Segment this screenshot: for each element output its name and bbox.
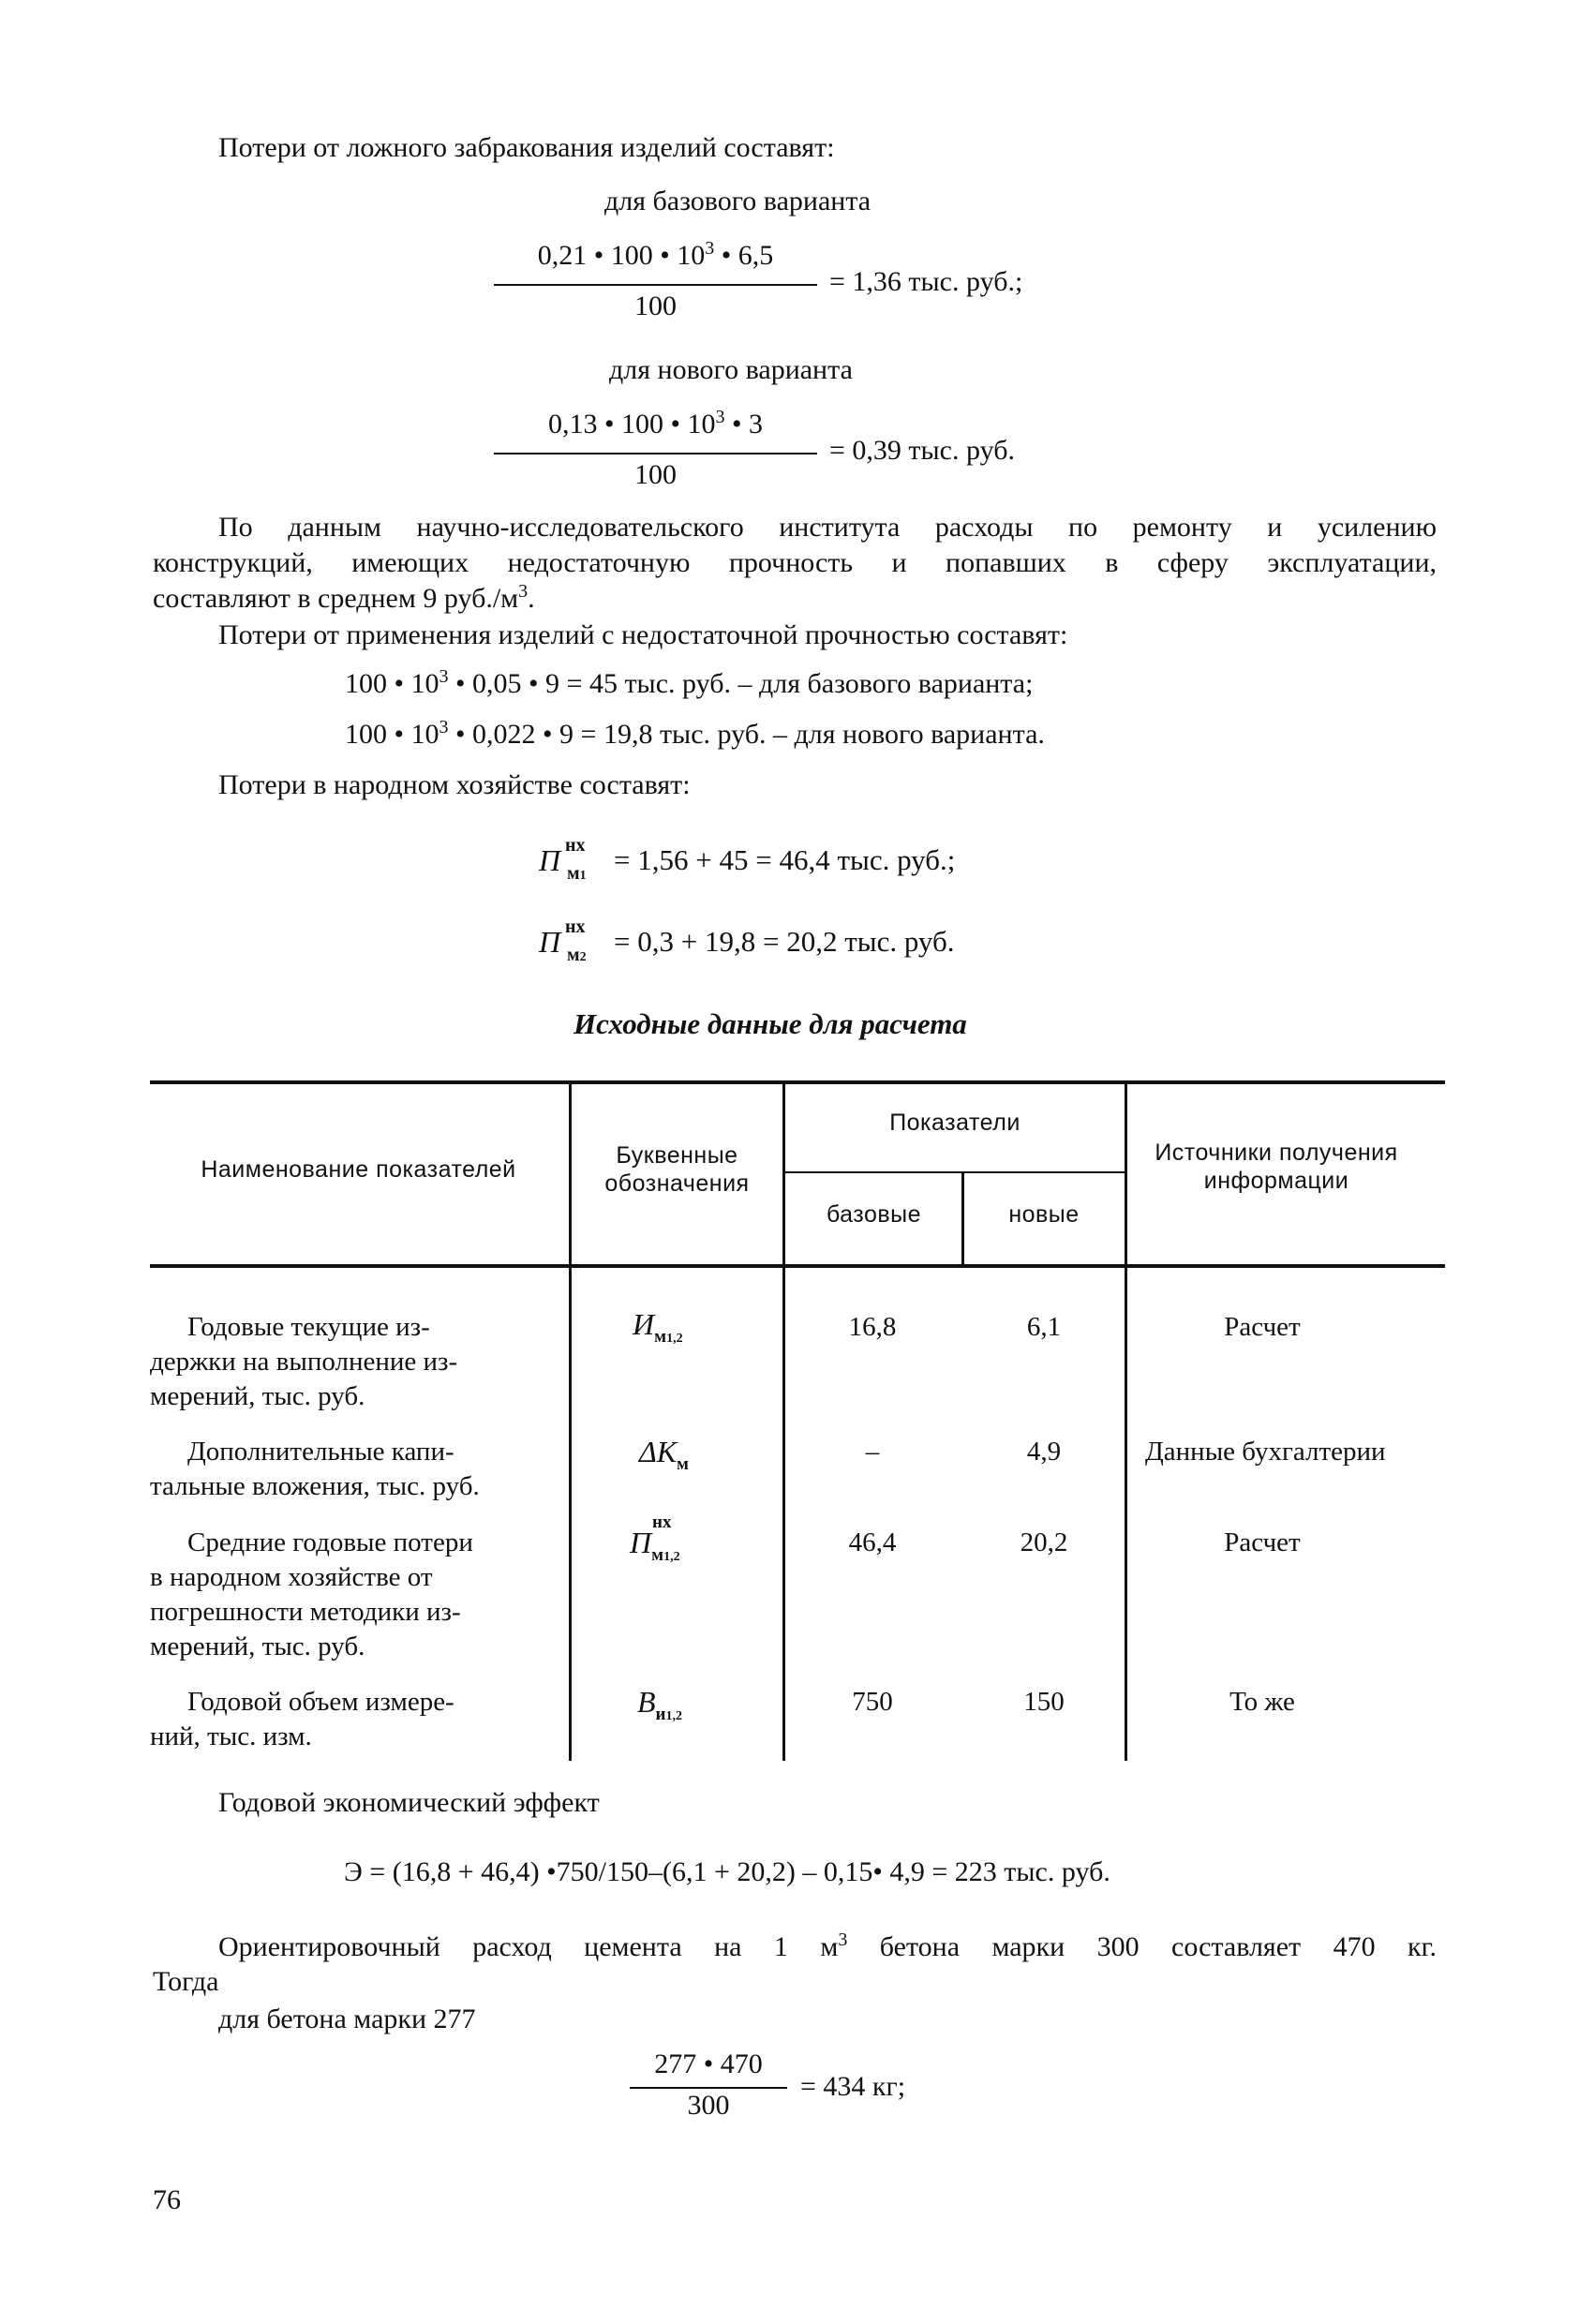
losses-symbol: П	[539, 925, 561, 959]
fraction-denominator: 100	[634, 290, 677, 321]
table-row-base: 750	[852, 1687, 893, 1717]
losses-intro-text: Потери от применения изделий с недостаточной прочностью составят:	[218, 619, 1068, 650]
table-row-base: 16,8	[848, 1312, 897, 1342]
intro-text: Потери от ложного забракования изделий составят:	[218, 132, 835, 163]
table-row-source: То же	[1229, 1687, 1295, 1717]
base-variant-label: для базового варианта	[604, 186, 871, 216]
table-row-new: 20,2	[1020, 1527, 1068, 1557]
table-row-new: 4,9	[1026, 1437, 1062, 1467]
paragraph-line-3: составляют в среднем 9 $руб./м^3$.	[153, 581, 535, 614]
loss-base-formula: 100 • $10^3$ • 0,05 • 9 = 45 тыс. руб. – для базового варианта;	[345, 666, 1034, 699]
table-row-new: 150	[1023, 1687, 1065, 1717]
header-name: Наименование показателей	[201, 1156, 516, 1183]
table-row-name: Годовой объем измере- ний, тыс. изм.	[150, 1687, 454, 1751]
table-row-base: 46,4	[848, 1527, 897, 1557]
cement-line-3: для бетона марки 277	[218, 2004, 476, 2034]
page-number: 76	[153, 2184, 181, 2215]
fraction-result: = 434 кг;	[800, 2071, 906, 2102]
table-column-divider	[782, 1080, 785, 1761]
cement-line-2: Тогда	[153, 1966, 219, 1997]
losses-subscript: м1	[567, 863, 587, 884]
fraction-new-false-reject	[494, 407, 1015, 501]
table-row-new: 6,1	[1026, 1312, 1062, 1342]
paragraph-line-2: конструкций, имеющих недостаточную прочность и попавших в сферу эксплуатации,	[153, 547, 1437, 578]
cement-line-1: Ориентировочный расход цемента на 1 $м^3$ бетона марки 300 составляет 470 кг.	[218, 1929, 1438, 1962]
table-column-divider	[1125, 1080, 1127, 1761]
header-indicators: Показатели	[889, 1110, 1020, 1136]
table-row-name: Дополнительные капи- тальные вложения, тыс. руб.	[150, 1437, 480, 1501]
fraction-result: = 1,36 тыс. руб.;	[829, 266, 1023, 297]
table-row-symbol: $И_{м1,2}$	[633, 1307, 683, 1347]
indicators-subheader-rule	[783, 1171, 1125, 1173]
fraction-bar	[494, 284, 817, 286]
losses-formula-value: = 0,3 + 19,8 = 20,2 тыс. руб.	[614, 925, 955, 958]
fraction-numerator: 0,21 • 100 • $10^3$ • 6,5	[537, 238, 774, 271]
fraction-cement	[630, 2048, 1005, 2141]
fraction-bar	[494, 453, 817, 454]
header-new: новые	[1008, 1201, 1080, 1228]
fraction-base-false-reject	[494, 238, 1023, 333]
fraction-result: = 0,39 тыс. руб.	[829, 435, 1015, 466]
fraction-numerator: 0,13 • 100 • $10^3$ • 3	[547, 407, 764, 439]
losses-formula-new	[539, 916, 1064, 979]
fraction-denominator: 300	[687, 2090, 730, 2121]
table-row-name: Годовые текущие из- держки на выполнение из- мерений, тыс. руб.	[150, 1312, 458, 1411]
table-row-source: Расчет	[1224, 1312, 1301, 1342]
economy-losses-intro: Потери в народном хозяйстве составят:	[218, 769, 691, 800]
effect-title: Годовой экономический эффект	[218, 1787, 600, 1818]
table-column-divider	[569, 1080, 572, 1761]
losses-subscript: м2	[567, 945, 587, 965]
table-header-rule	[150, 1264, 1445, 1268]
losses-superscript: нх	[565, 835, 586, 856]
header-letters: Буквенные обозначения	[604, 1142, 750, 1197]
table-row-source: Данные бухгалтерии	[1145, 1437, 1386, 1467]
table-row-base: –	[865, 1437, 880, 1467]
header-base: базовые	[826, 1201, 922, 1228]
losses-formula-base	[539, 835, 1064, 898]
losses-superscript: нх	[565, 916, 586, 937]
table-row-symbol: $\Delta К_м$	[639, 1435, 689, 1474]
table-title: Исходные данные для расчета	[574, 1007, 967, 1040]
table-row-name: Средние годовые потери в народном хозяйстве от погрешности методики из- мерений, тыс. руб.	[150, 1527, 473, 1661]
losses-formula-value: = 1,56 + 45 = 46,4 тыс. руб.;	[614, 843, 956, 876]
loss-new-formula: 100 • $10^3$ • 0,022 • 9 = 19,8 тыс. руб. – для нового варианта.	[345, 717, 1045, 750]
source-data-table	[150, 1080, 1445, 1761]
header-source: Источники получения информации	[1155, 1140, 1398, 1194]
fraction-denominator: 100	[634, 459, 677, 490]
losses-symbol: П	[539, 843, 561, 877]
table-top-rule	[150, 1080, 1445, 1084]
table-row-symbol: $В_{и1,2}$	[637, 1685, 682, 1724]
paragraph-line-1: По данным научно-исследовательского института расходы по ремонту и усилению	[218, 512, 1437, 543]
table-row-symbol: $П_{м1,2}$ нх	[630, 1512, 680, 1565]
new-variant-label: для нового варианта	[609, 354, 853, 385]
effect-formula: Э = (16,8 + 46,4) •750/150–(6,1 + 20,2) – 0,15• 4,9 = 223 тыс. руб.	[344, 1856, 1110, 1887]
fraction-numerator: 277 • 470	[654, 2048, 763, 2079]
table-column-divider	[961, 1172, 964, 1264]
table-row-source: Расчет	[1224, 1527, 1301, 1557]
